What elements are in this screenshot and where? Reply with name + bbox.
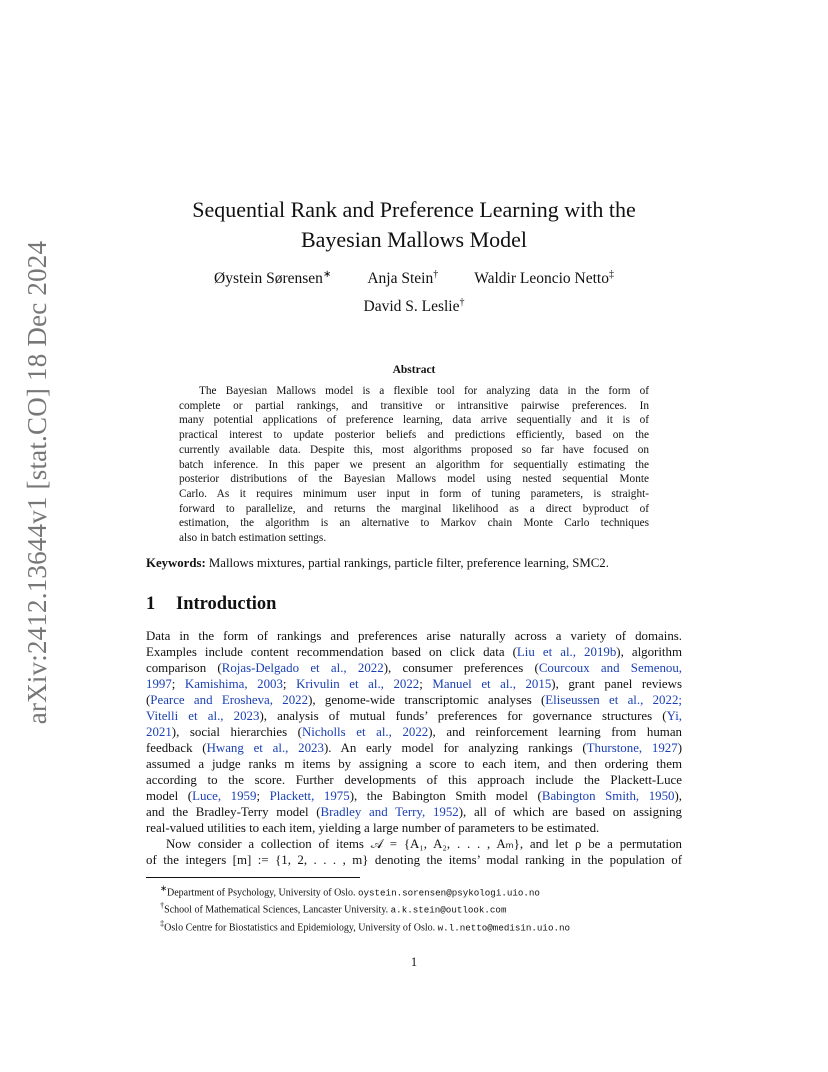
email-address: oystein.sorensen@psykologi.uio.no bbox=[357, 887, 540, 899]
section-number: 1 bbox=[146, 594, 156, 614]
citation-link[interactable]: Plackett, 1975 bbox=[269, 789, 350, 803]
abstract-line: The Bayesian Mallows model is a flexible tool for analyzing data in the form of bbox=[199, 385, 649, 397]
footnotes bbox=[146, 882, 682, 934]
abstract-line: estimation, the algorithm is an alternative to Markov chain Monte Carlo techniques bbox=[179, 517, 649, 530]
keywords-label: Keywords: bbox=[146, 556, 206, 570]
abstract-text bbox=[179, 384, 649, 546]
body-line: 1997; Kamishima, 2003; Krivulin et al., 2022; Manuel et al., 2015), grant panel reviews bbox=[146, 677, 682, 691]
footnote: †School of Mathematical Sciences, Lancaster University. a.k.stein@outlook.com bbox=[160, 901, 507, 916]
citation-link[interactable]: Manuel et al., 2015 bbox=[432, 677, 552, 691]
citation-link[interactable]: Nicholls et al., 2022 bbox=[301, 725, 429, 739]
body-line: comparison (Rojas-Delgado et al., 2022), consumer preferences (Courcoux and Semenou, bbox=[146, 661, 682, 675]
author: Waldir Leoncio Netto‡ bbox=[474, 268, 614, 287]
citation-link[interactable]: Yi, bbox=[666, 709, 682, 723]
abstract-line: practical interest to update posterior beliefs and predictions efficiently, based on the bbox=[179, 429, 649, 442]
citation-link[interactable]: Babington Smith, 1950 bbox=[541, 789, 675, 803]
email-address: a.k.stein@outlook.com bbox=[390, 904, 507, 916]
title-line-1: Sequential Rank and Preference Learning with the bbox=[192, 197, 636, 222]
body-line: according to the score. Further developments of this approach include the Plackett-Luce bbox=[146, 773, 682, 787]
citation-link[interactable]: Rojas-Delgado et al., 2022 bbox=[221, 661, 384, 675]
keywords-text: Mallows mixtures, partial rankings, particle filter, preference learning, SMC2. bbox=[208, 556, 609, 570]
citation-link[interactable]: Hwang et al., 2023 bbox=[206, 741, 324, 755]
body-line: Data in the form of rankings and preferences arise naturally across a variety of domains. bbox=[146, 629, 682, 643]
author: Anja Stein† bbox=[367, 268, 439, 287]
abstract-heading: Abstract bbox=[392, 364, 436, 376]
body-line: assumed a judge ranks m items by assigning a score to each item, and then ordering them bbox=[146, 757, 682, 771]
abstract-line: posterior distributions of the Bayesian Mallows model using nested sequential Monte bbox=[179, 473, 649, 486]
footnote-divider bbox=[146, 877, 360, 878]
citation-link[interactable]: Courcoux and Semenou, bbox=[538, 661, 682, 675]
body-line: Vitelli et al., 2023), analysis of mutual funds’ preferences for governance structures (Yi, bbox=[146, 709, 682, 723]
body-line: Now consider a collection of items 𝒜 = {A₁, A₂, . . . , Aₘ}, and let ρ be a permutation bbox=[166, 837, 682, 851]
abstract-line: currently available data. Despite this, most algorithms proposed so far have focused on bbox=[179, 443, 649, 456]
footnote: ‡Oslo Centre for Biostatistics and Epidemiology, University of Oslo. w.l.netto@medisin.uio.no bbox=[160, 918, 570, 933]
arxiv-identifier bbox=[18, 240, 58, 724]
citation-link[interactable]: Krivulin et al., 2022 bbox=[296, 677, 420, 691]
author-list bbox=[146, 270, 682, 288]
body-line: (Pearce and Erosheva, 2022), genome-wide transcriptomic analyses (Eliseussen et al., 2022; bbox=[146, 693, 682, 707]
section-heading bbox=[146, 594, 276, 615]
citation-link[interactable]: Luce, 1959 bbox=[192, 789, 257, 803]
author: Øystein Sørensen∗ bbox=[214, 268, 332, 287]
footnote: ∗Department of Psychology, University of Oslo. oystein.sorensen@psykologi.uio.no bbox=[160, 884, 540, 899]
abstract-line: many potential applications of preference learning, data arrive sequentially and it is of bbox=[179, 414, 649, 427]
citation-link[interactable]: Pearce and Erosheva, 2022 bbox=[150, 693, 309, 707]
citation-link[interactable]: Bradley and Terry, 1952 bbox=[320, 805, 459, 819]
citation-link[interactable]: 2021 bbox=[146, 725, 172, 739]
introduction-text bbox=[146, 628, 682, 868]
page-number: 1 bbox=[410, 955, 418, 969]
title-line-2: Bayesian Mallows Model bbox=[300, 227, 528, 252]
citation-link[interactable]: Vitelli et al., 2023 bbox=[146, 709, 260, 723]
author: David S. Leslie† bbox=[363, 296, 465, 315]
abstract-line: forward to parallelize, and returns the marginal likelihood as a direct byproduct of bbox=[179, 502, 649, 515]
abstract-line: also in batch estimation settings. bbox=[179, 532, 327, 545]
citation-link[interactable]: Thurstone, 1927 bbox=[586, 741, 678, 755]
abstract-line: complete or partial rankings, and transitive or intransitive pairwise preferences. In bbox=[179, 399, 649, 412]
abstract-line: batch inference. In this paper we present an algorithm for sequentially estimating the bbox=[179, 458, 649, 471]
citation-link[interactable]: Liu et al., 2019b bbox=[516, 645, 617, 659]
keywords bbox=[146, 556, 682, 571]
body-line: model (Luce, 1959; Plackett, 1975), the Babington Smith model (Babington Smith, 1950), bbox=[146, 789, 683, 803]
citation-link[interactable]: 1997 bbox=[146, 677, 172, 691]
citation-link[interactable]: Kamishima, 2003 bbox=[184, 677, 283, 691]
section-title: Introduction bbox=[176, 594, 277, 614]
abstract-line: Carlo. As it requires minimum user input in form of tuning parameters, is straight- bbox=[179, 487, 649, 500]
body-line: feedback (Hwang et al., 2023). An early model for analyzing rankings (Thurstone, 1927) bbox=[146, 741, 682, 755]
email-address: w.l.netto@medisin.uio.no bbox=[437, 921, 570, 933]
paper-title bbox=[146, 195, 682, 255]
arxiv-identifier-text: arXiv:2412.13644v1 [stat.CO] 18 Dec 2024 bbox=[22, 240, 53, 724]
body-line: Examples include content recommendation based on click data (Liu et al., 2019b), algorithm bbox=[146, 645, 682, 659]
author-list-row-2 bbox=[146, 298, 682, 316]
body-line: 2021), social hierarchies (Nicholls et al., 2022), and reinforcement learning from human bbox=[146, 725, 682, 739]
body-line: and the Bradley-Terry model (Bradley and Terry, 1952), all of which are based on assigning bbox=[146, 805, 682, 819]
body-line: of the integers [m] := {1, 2, . . . , m} denoting the items’ modal ranking in the population of bbox=[146, 853, 682, 867]
body-line: real-valued utilities to each item, yielding a large number of parameters to be estimated. bbox=[146, 821, 600, 835]
citation-link[interactable]: Eliseussen et al., 2022; bbox=[545, 693, 682, 707]
